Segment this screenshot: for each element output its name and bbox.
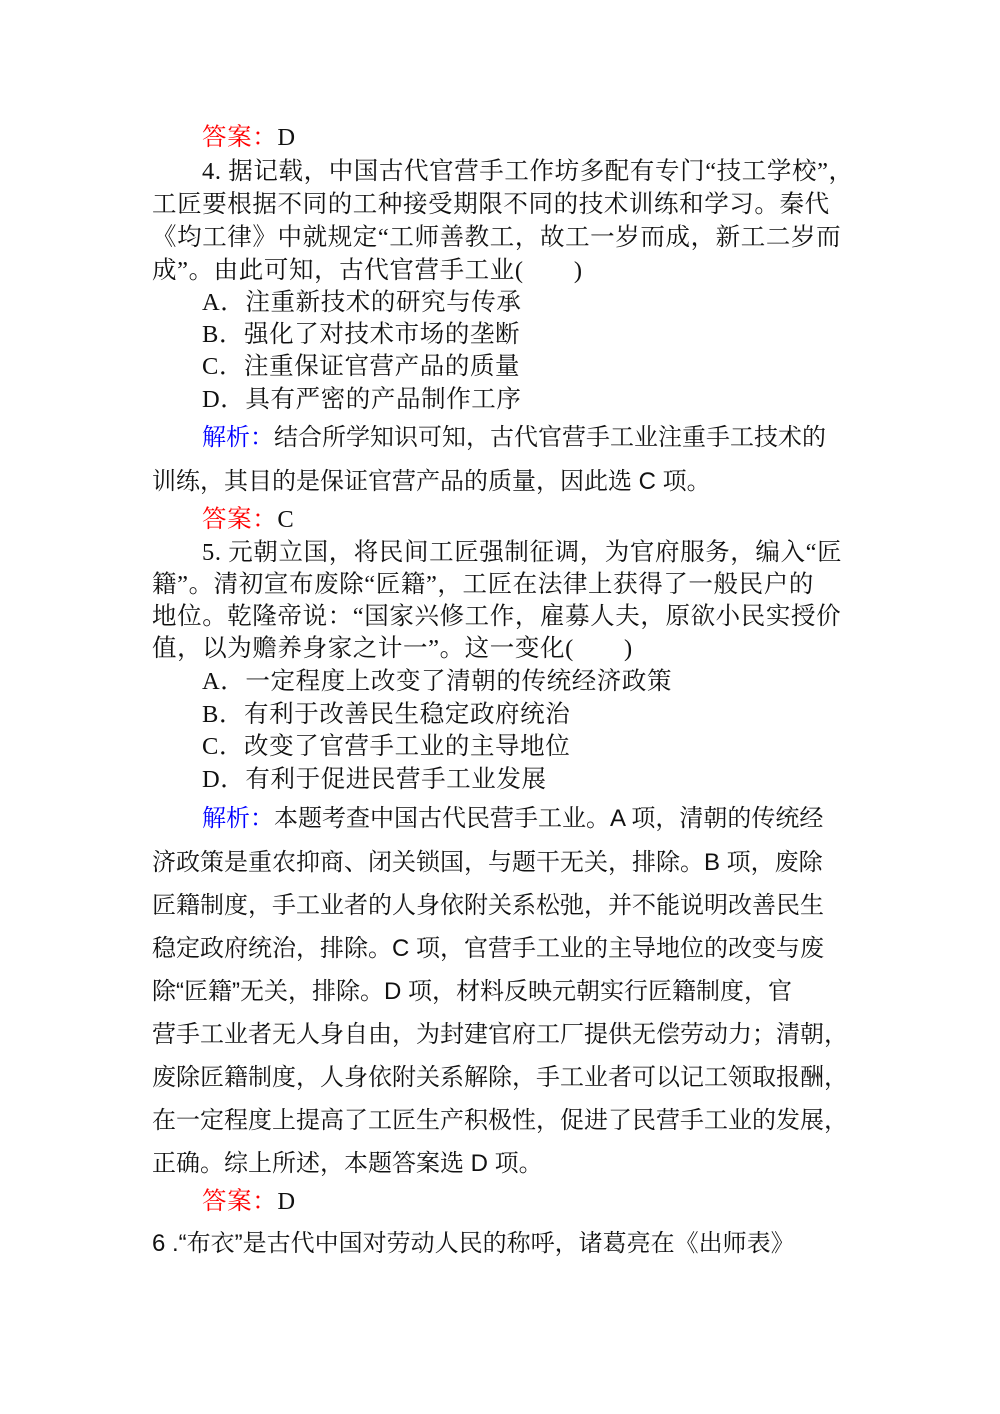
q5-explanation-line: 匠籍制度，手工业者的人身依附关系松弛，并不能说明改善民生 xyxy=(152,892,824,919)
q4-stem-line: 工匠要根据不同的工种接受期限不同的技术训练和学习。秦代 xyxy=(152,191,830,218)
q5-option-b: B．有利于改善民生稳定政府统治 xyxy=(202,701,571,728)
explanation-label: 解析： xyxy=(202,424,274,451)
answer-label: 答案： xyxy=(202,506,278,533)
explanation-text: 结合所学知识可知，古代官营手工业注重手工技术的 xyxy=(274,424,826,451)
q4-option-c: C．注重保证官营产品的质量 xyxy=(202,353,521,380)
answer-q3 xyxy=(202,122,914,154)
explanation-text: 本题考查中国古代民营手工业。A 项，清朝的传统经 xyxy=(274,805,824,832)
q5-explanation-line: 废除匠籍制度，人身依附关系解除，手工业者可以记工领取报酬， xyxy=(152,1064,848,1091)
q4-stem-line: 《均工律》中就规定“工师善教工，故工一岁而成，新工二岁而 xyxy=(152,224,842,251)
q5-stem-line: 5. 元朝立国，将民间工匠强制征调，为官府服务，编入“匠 xyxy=(202,539,843,566)
answer-label: 答案： xyxy=(202,1188,278,1215)
q5-option-c: C．改变了官营手工业的主导地位 xyxy=(202,733,571,760)
q4-option-d: D．具有严密的产品制作工序 xyxy=(202,386,522,413)
answer-q4 xyxy=(202,504,914,536)
answer-q5 xyxy=(202,1186,914,1218)
q5-explanation-line: 除“匠籍”无关，排除。D 项，材料反映元朝实行匠籍制度，官 xyxy=(152,978,792,1005)
q5-explanation-line: 营手工业者无人身自由，为封建官府工厂提供无偿劳动力；清朝， xyxy=(152,1021,848,1048)
q5-stem-line: 地位。乾隆帝说：“国家兴修工作，雇募人夫，原欲小民实授价 xyxy=(152,603,842,630)
q5-explanation-line: 正确。综上所述，本题答案选 D 项。 xyxy=(152,1150,543,1177)
q4-explanation-line: 训练，其目的是保证官营产品的质量，因此选 C 项。 xyxy=(152,468,711,495)
q5-stem-line: 值，以为赡养身家之计一”。这一变化( ) xyxy=(152,635,633,662)
answer-value: D xyxy=(277,124,296,151)
q5-stem-line: 籍”。清初宣布废除“匠籍”，工匠在法律上获得了一般民户的 xyxy=(152,571,814,598)
q4-explanation xyxy=(202,422,914,454)
q4-stem-line: 4. 据记载，中国古代官营手工作坊多配有专门“技工学校”， xyxy=(202,158,854,185)
answer-label: 答案： xyxy=(202,124,278,151)
q5-explanation-line: 稳定政府统治，排除。C 项，官营手工业的主导地位的改变与废 xyxy=(152,935,824,962)
q5-explanation-line: 济政策是重农抑商、闭关锁国，与题干无关，排除。B 项，废除 xyxy=(152,849,823,876)
q6-stem-line: 6 .“布衣”是古代中国对劳动人民的称呼，诸葛亮在《出师表》 xyxy=(152,1230,795,1257)
q4-option-b: B．强化了对技术市场的垄断 xyxy=(202,321,521,348)
q4-stem-line: 成”。由此可知，古代官营手工业( ) xyxy=(152,257,583,284)
answer-value: D xyxy=(277,1188,296,1215)
q5-explanation-line: 在一定程度上提高了工匠生产积极性，促进了民营手工业的发展， xyxy=(152,1107,848,1134)
q5-option-d: D．有利于促进民营手工业发展 xyxy=(202,766,547,793)
answer-value: C xyxy=(277,506,295,533)
q5-option-a: A．一定程度上改变了清朝的传统经济政策 xyxy=(202,668,673,695)
q5-explanation xyxy=(202,803,914,835)
q4-option-a: A．注重新技术的研究与传承 xyxy=(202,289,522,316)
explanation-label: 解析： xyxy=(202,805,274,832)
